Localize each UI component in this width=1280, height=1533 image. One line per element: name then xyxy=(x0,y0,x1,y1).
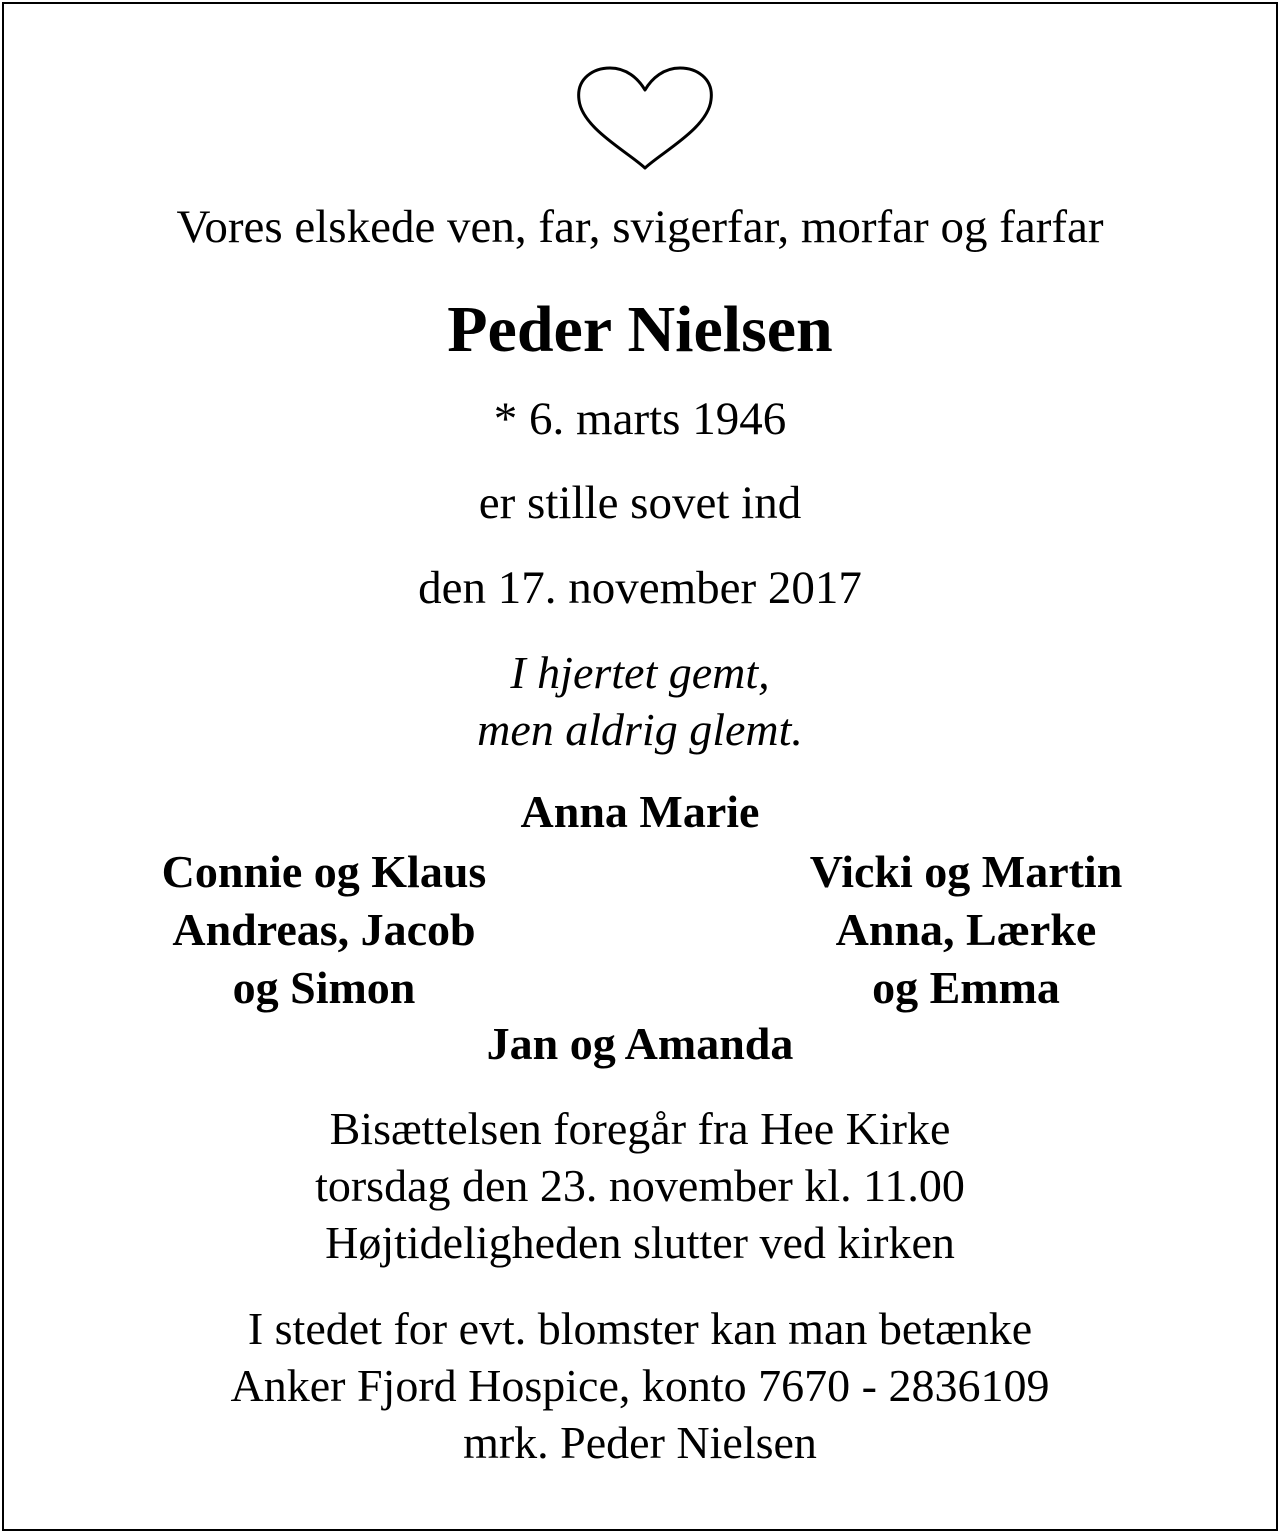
verse-line: men aldrig glemt. xyxy=(477,704,803,755)
family-line: Andreas, Jacob xyxy=(172,904,476,955)
family-line: Anna, Lærke xyxy=(835,904,1097,955)
family-line: og Simon xyxy=(232,962,416,1013)
funeral-line: torsdag den 23. november kl. 11.00 xyxy=(315,1160,965,1211)
intro-text: Vores elskede ven, far, svigerfar, morfar og farfar xyxy=(176,201,1104,253)
donation-info xyxy=(4,1300,1276,1471)
family-spouse: Anna Marie xyxy=(520,786,760,837)
donation-line: I stedet for evt. blomster kan man betænke xyxy=(247,1303,1033,1354)
verse-line: I hjertet gemt, xyxy=(510,647,770,698)
family-line: Connie og Klaus xyxy=(161,846,487,897)
family-last: Jan og Amanda xyxy=(486,1018,794,1069)
deceased-name: Peder Nielsen xyxy=(447,293,833,366)
heart-icon xyxy=(574,64,716,174)
memorial-verse xyxy=(4,644,1276,758)
funeral-info xyxy=(4,1100,1276,1271)
funeral-line: Højtideligheden slutter ved kirken xyxy=(325,1217,955,1268)
family-column-right xyxy=(726,843,1206,1017)
donation-line: Anker Fjord Hospice, konto 7670 - 2836109 xyxy=(230,1360,1050,1411)
family-line: og Emma xyxy=(872,962,1060,1013)
funeral-line: Bisættelsen foregår fra Hee Kirke xyxy=(329,1103,951,1154)
birth-date: * 6. marts 1946 xyxy=(493,393,787,445)
family-line: Vicki og Martin xyxy=(809,846,1123,897)
donation-line: mrk. Peder Nielsen xyxy=(463,1417,817,1468)
death-date: den 17. november 2017 xyxy=(418,562,862,614)
family-column-left xyxy=(84,843,564,1017)
passed-phrase: er stille sovet ind xyxy=(478,477,802,529)
obituary-notice xyxy=(2,2,1278,1531)
